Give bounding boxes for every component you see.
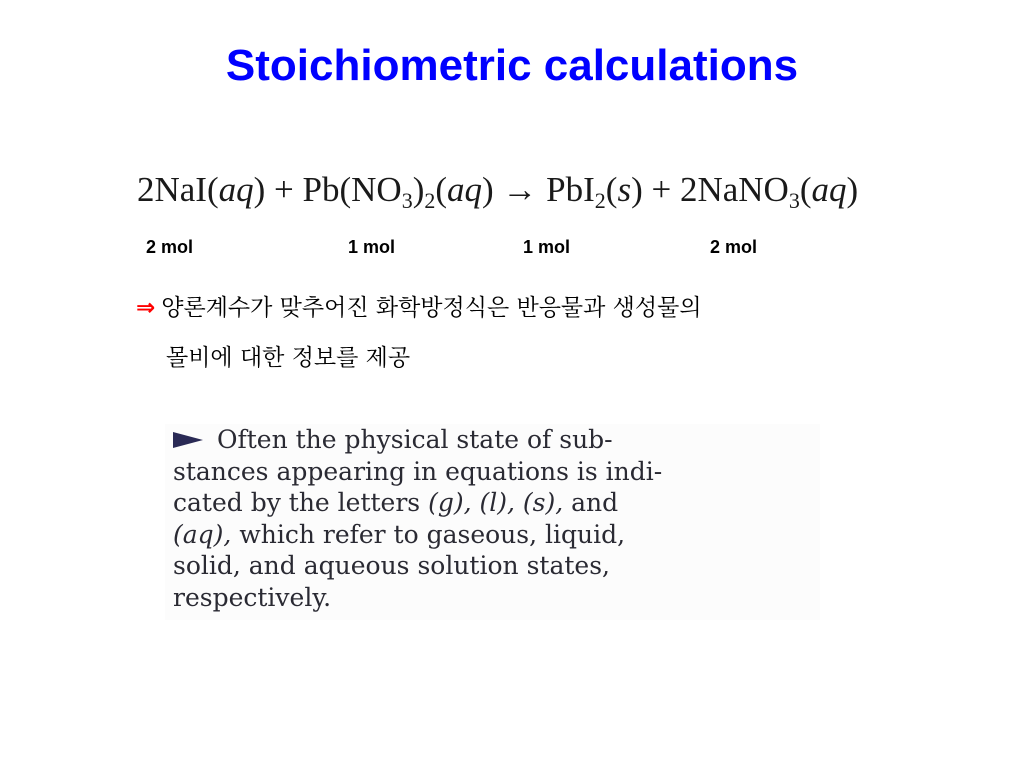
eq-part: ) + Pb(NO — [253, 170, 402, 209]
excerpt-text: stances appearing in equations is indi- — [173, 456, 663, 486]
eq-part: 2NaI( — [137, 170, 219, 209]
slide-title: Stoichiometric calculations — [225, 41, 799, 90]
mol-label-nano3: 2 mol — [710, 237, 758, 257]
eq-subscript: 2 — [424, 188, 436, 213]
excerpt-text: and — [563, 488, 619, 517]
excerpt-line — [165, 582, 820, 614]
bullet-line-2 — [166, 343, 410, 373]
eq-part: ) — [846, 170, 859, 209]
textbook-excerpt — [165, 424, 820, 620]
bullet-text-2: 몰비에 대한 정보를 제공 — [166, 345, 411, 371]
eq-part: ) → PbI — [482, 170, 595, 209]
excerpt-line — [165, 519, 820, 551]
bullet-line-1 — [136, 293, 702, 323]
excerpt-state-letters: (aq), — [173, 519, 232, 549]
excerpt-text: which refer to gaseous, liquid, — [231, 519, 626, 549]
chemical-equation — [137, 166, 858, 214]
excerpt-text: respectively. — [173, 582, 332, 612]
eq-state: aq — [811, 170, 847, 209]
eq-subscript: 3 — [401, 188, 413, 213]
eq-part: ( — [435, 170, 448, 209]
excerpt-text: solid, and aqueous solution states, — [173, 551, 610, 580]
excerpt-text: Often the physical state of sub- — [217, 425, 613, 454]
eq-state: aq — [447, 170, 483, 209]
triangle-pointer-icon — [173, 432, 203, 448]
eq-state: s — [617, 170, 632, 209]
bullet-text-1: 양론계수가 맞추어진 화학방정식은 반응물과 생성물의 — [161, 295, 702, 321]
eq-subscript: 2 — [594, 188, 606, 213]
double-arrow-icon: ⇒ — [136, 295, 156, 321]
eq-part: ( — [605, 170, 618, 209]
excerpt-text: cated by the letters — [173, 488, 429, 517]
mol-label-pbi2: 1 mol — [523, 237, 571, 257]
eq-part: ) — [412, 170, 425, 209]
eq-subscript: 3 — [788, 188, 800, 213]
excerpt-line — [165, 456, 820, 488]
eq-part: ) + 2NaNO — [631, 170, 789, 209]
excerpt-line — [165, 487, 820, 519]
eq-state: aq — [218, 170, 254, 209]
excerpt-line — [165, 550, 820, 582]
mol-label-nai: 2 mol — [146, 237, 194, 257]
mol-label-pbno3: 1 mol — [348, 237, 396, 257]
excerpt-line — [165, 424, 820, 456]
excerpt-state-letters: (g), (l), (s), — [428, 488, 564, 517]
eq-part: ( — [799, 170, 812, 209]
